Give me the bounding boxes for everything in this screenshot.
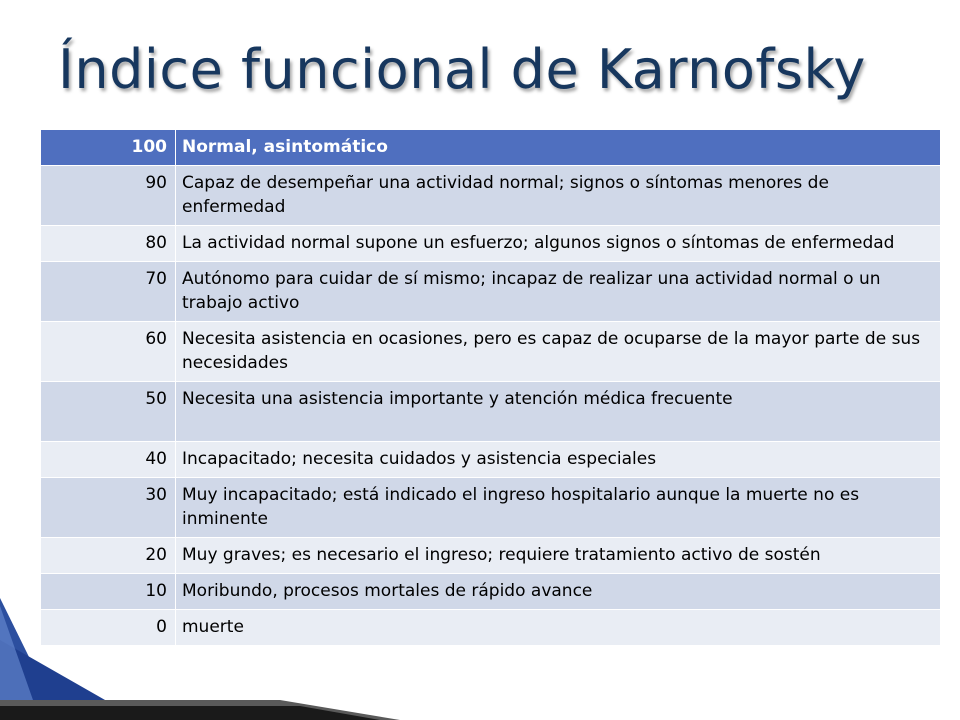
description-cell: Moribundo, procesos mortales de rápido avance <box>176 574 941 610</box>
table-row <box>41 478 941 538</box>
score-cell: 30 <box>41 478 176 538</box>
table-row <box>41 538 941 574</box>
score-cell: 80 <box>41 226 176 262</box>
description-cell: Necesita una asistencia importante y atención médica frecuente <box>176 382 941 442</box>
description-cell: Incapacitado; necesita cuidados y asistencia especiales <box>176 442 941 478</box>
description-cell: Necesita asistencia en ocasiones, pero es capaz de ocuparse de la mayor parte de sus necesidades <box>176 322 941 382</box>
description-cell: La actividad normal supone un esfuerzo; algunos signos o síntomas de enfermedad <box>176 226 941 262</box>
header-description-cell: Normal, asintomático <box>176 130 941 166</box>
description-cell: Muy incapacitado; está indicado el ingreso hospitalario aunque la muerte no es inminente <box>176 478 941 538</box>
table-row <box>41 574 941 610</box>
karnofsky-table <box>41 130 941 646</box>
table-row <box>41 442 941 478</box>
header-score-cell: 100 <box>41 130 176 166</box>
description-cell: Muy graves; es necesario el ingreso; requiere tratamiento activo de sostén <box>176 538 941 574</box>
table-row <box>41 322 941 382</box>
description-cell: muerte <box>176 610 941 646</box>
description-cell: Capaz de desempeñar una actividad normal; signos o síntomas menores de enfermedad <box>176 166 941 226</box>
score-cell: 10 <box>41 574 176 610</box>
table-header-row <box>41 130 941 166</box>
score-cell: 70 <box>41 262 176 322</box>
score-cell: 0 <box>41 610 176 646</box>
score-cell: 60 <box>41 322 176 382</box>
table-row <box>41 610 941 646</box>
table-row <box>41 382 941 442</box>
table-row <box>41 226 941 262</box>
score-cell: 20 <box>41 538 176 574</box>
table-row <box>41 166 941 226</box>
description-cell: Autónomo para cuidar de sí mismo; incapaz de realizar una actividad normal o un trabajo activo <box>176 262 941 322</box>
slide-title: Índice funcional de Karnofsky <box>58 38 866 101</box>
score-cell: 40 <box>41 442 176 478</box>
score-cell: 50 <box>41 382 176 442</box>
score-cell: 90 <box>41 166 176 226</box>
table-row <box>41 262 941 322</box>
